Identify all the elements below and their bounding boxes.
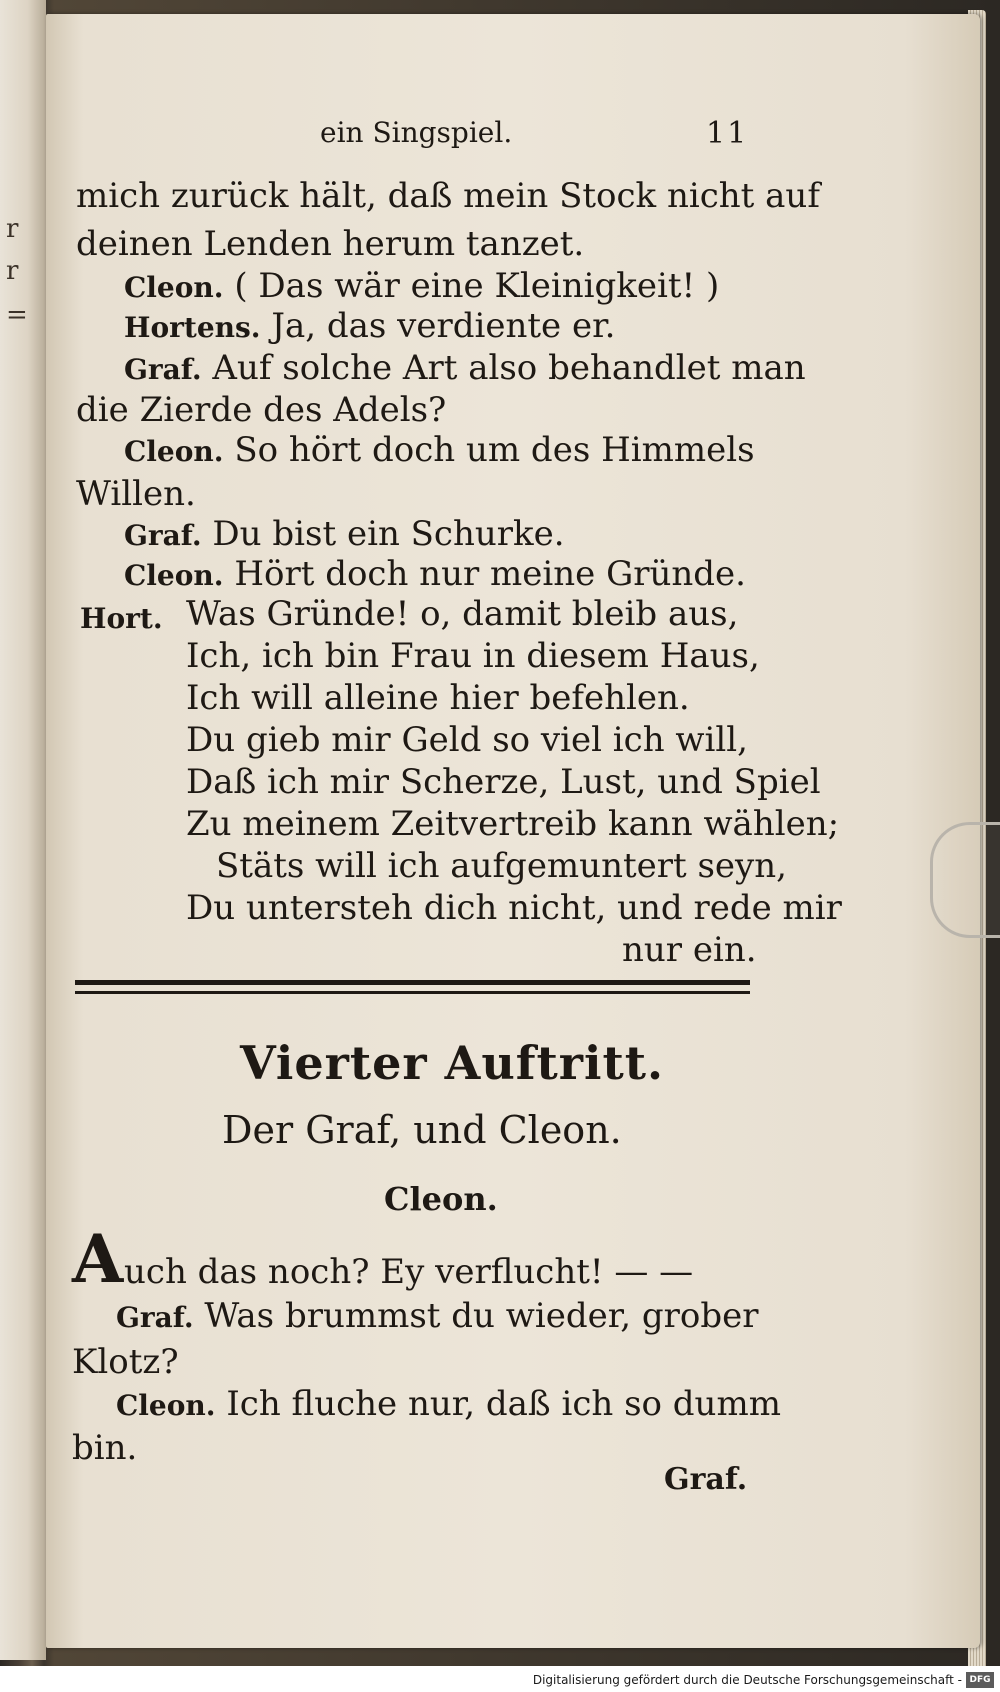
dialogue-line [76,224,584,264]
dialogue-line [72,1342,179,1382]
song-line: Zu meinem Zeitvertreib kann wählen; [186,804,840,844]
dialogue-text: Du bist ein Schurke. [212,514,565,554]
dialogue-text: deinen Lenden herum tanzet. [76,224,585,264]
dialogue-text: Willen. [76,474,196,514]
scene-cast: Der Graf, und Cleon. [222,1108,622,1152]
dialogue-text: So hört doch um des Himmels [234,430,755,470]
catchword: Graf. [664,1462,748,1497]
speaker-name: Cleon. [116,1389,216,1422]
page-clip [930,822,1000,938]
dialogue-line [116,1384,781,1424]
speaker-name: Cleon. [124,559,224,592]
footer-credit: Digitalisierung gefördert durch die Deutsche Forschungsgemeinschaft - [532,1673,962,1687]
page-number: 11 [706,116,749,151]
dfg-logo-icon: DFG [966,1672,994,1688]
dialogue-text: Was brummst du wieder, grober [204,1296,759,1336]
song-line: Du untersteh dich nicht, und rede mir [186,888,842,928]
margin-glyph: r [6,256,19,286]
dialogue-line [76,474,196,514]
speaker-name: Graf. [124,353,202,386]
section-rule [75,991,750,994]
speaker-name: Cleon. [124,271,224,304]
dialogue-text: bin. [72,1428,138,1468]
dialogue-text: Ja, das verdiente er. [271,306,616,346]
dialogue-line [124,306,615,346]
running-title: ein Singspiel. [320,116,513,149]
dialogue-text: mich zurück hält, daß mein Stock nicht auf [76,176,820,216]
song-line: Stäts will ich aufgemuntert seyn, [216,846,787,886]
dialogue-text: ( Das wär eine Kleinigkeit! ) [234,266,720,306]
dialogue-line [116,1296,758,1336]
section-rule [75,980,750,985]
dialogue-line [76,176,820,216]
drop-cap: A [72,1220,124,1298]
song-line: Was Gründe! o, damit bleib aus, [186,594,739,634]
dialogue-text: die Zierde des Adels? [76,390,447,430]
song-line: Ich will alleine hier befehlen. [186,678,690,718]
song-line: nur ein. [622,930,757,970]
dialogue-line [124,348,806,388]
scene-speaker: Cleon. [384,1180,498,1218]
dialogue-line [124,430,755,470]
dialogue-line [124,266,719,306]
scene-first-line: uch das noch? Ey verflucht! — — [124,1252,694,1292]
speaker-name: Graf. [116,1301,194,1334]
dialogue-line [124,554,746,594]
dialogue-text: Klotz? [72,1342,179,1382]
song-speaker: Hort. [80,602,163,635]
song-line: Du gieb mir Geld so viel ich will, [186,720,748,760]
margin-glyph: = [6,300,28,330]
speaker-name: Graf. [124,519,202,552]
scene-title: Vierter Auftritt. [240,1036,665,1090]
margin-glyph: r [6,214,19,244]
dialogue-line [124,514,565,554]
dialogue-line [76,390,446,430]
dialogue-text: Hört doch nur meine Gründe. [234,554,746,594]
dialogue-line [72,1428,137,1468]
dialogue-text: Auf solche Art also behandlet man [212,348,806,388]
speaker-name: Hortens. [124,311,261,344]
speaker-name: Cleon. [124,435,224,468]
song-line: Ich, ich bin Frau in diesem Haus, [186,636,760,676]
dialogue-text: Ich fluche nur, daß ich so dumm [226,1384,781,1424]
song-line: Daß ich mir Scherze, Lust, und Spiel [186,762,821,802]
previous-page-strip [0,0,46,1660]
